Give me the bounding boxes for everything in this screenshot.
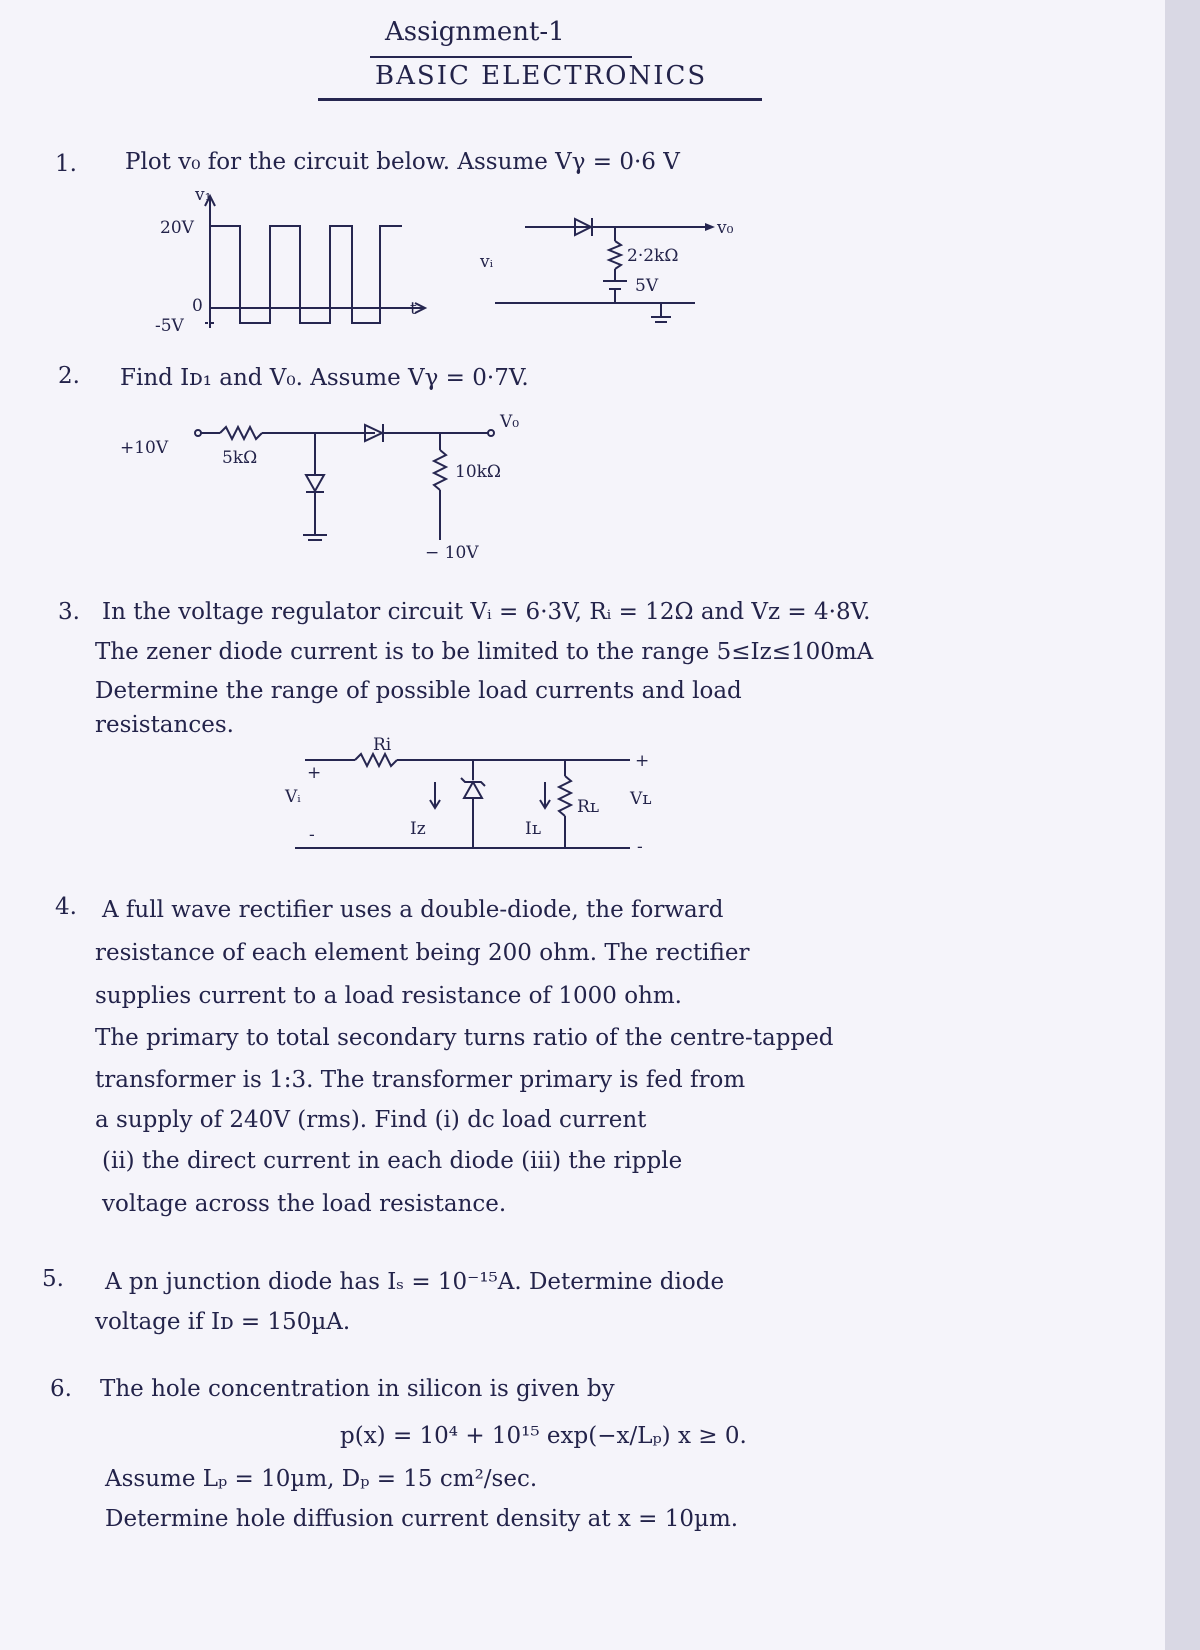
q4-line-3: supplies current to a load resistance of 1000 ohm. <box>95 983 682 1009</box>
q4-line-8: voltage across the load resistance. <box>102 1191 507 1217</box>
page-edge <box>1165 0 1200 1650</box>
q3-vl-label: Vʟ <box>630 789 652 809</box>
q5-number: 5. <box>42 1266 64 1292</box>
q4-line-5: transformer is 1:3. The transformer primary is fed from <box>95 1067 746 1093</box>
q6-number: 6. <box>50 1376 72 1402</box>
q5-line-2: voltage if Iᴅ = 150µA. <box>95 1309 351 1335</box>
q3-vl-plus: + <box>635 751 650 771</box>
q2-r2-label: 10kΩ <box>455 462 502 482</box>
q1-circuit <box>480 205 775 345</box>
course-title: BASIC ELECTRONICS <box>375 61 708 91</box>
q4-line-1: A full wave rectifier uses a double-diode, the forward <box>102 897 724 923</box>
q3-line-4: resistances. <box>95 712 234 738</box>
q3-vl-minus: - <box>637 837 643 857</box>
q1-number: 1. <box>55 151 77 177</box>
q2-output-label: V₀ <box>500 412 520 432</box>
q1-circuit-output-label: v₀ <box>717 218 734 238</box>
header-divider <box>318 98 762 101</box>
q3-vi-minus: - <box>309 825 315 845</box>
q6-equation: p(x) = 10⁴ + 10¹⁵ exp(−x/Lₚ) x ≥ 0. <box>340 1423 747 1449</box>
q3-il-label: Iʟ <box>525 819 541 839</box>
q3-vi-plus: + <box>307 763 322 783</box>
q5-line-1: A pn junction diode has Iₛ = 10⁻¹⁵A. Determine diode <box>105 1269 725 1295</box>
q1-text: Plot v₀ for the circuit below. Assume Vγ = 0·6 V <box>125 149 680 175</box>
q1-zero-level: 0 <box>192 296 203 316</box>
q2-circuit <box>120 405 560 580</box>
q6-line-4: Determine hole diffusion current density at x = 10µm. <box>105 1506 739 1532</box>
assignment-title: Assignment-1 <box>385 17 565 47</box>
q1-high-level: 20V <box>160 218 194 238</box>
q2-source-label: +10V <box>120 438 169 458</box>
q1-low-level: -5V <box>155 316 184 336</box>
q3-line-3: Determine the range of possible load currents and load <box>95 678 742 704</box>
q3-iz-label: Iᴢ <box>410 819 426 839</box>
q4-line-2: resistance of each element being 200 ohm. The rectifier <box>95 940 750 966</box>
q6-line-1: The hole concentration in silicon is given by <box>100 1376 615 1402</box>
q2-text: Find Iᴅ₁ and V₀. Assume Vγ = 0·7V. <box>120 365 529 391</box>
q2-number: 2. <box>58 363 80 389</box>
q1-y-axis-label: v₁ <box>195 185 212 205</box>
q3-ri-label: Ri <box>373 735 392 755</box>
q3-line-1: In the voltage regulator circuit Vᵢ = 6·3V, Rᵢ = 12Ω and Vᴢ = 4·8V. <box>102 599 871 625</box>
q3-vi-label: Vᵢ <box>285 787 301 807</box>
q2-r1-label: 5kΩ <box>222 448 258 468</box>
q3-rl-label: Rʟ <box>577 797 600 817</box>
q4-number: 4. <box>55 894 77 920</box>
q1-resistor-label: 2·2kΩ <box>627 246 679 266</box>
q4-line-7: (ii) the direct current in each diode (iii) the ripple <box>102 1148 683 1174</box>
q1-t-axis-label: t <box>410 299 417 319</box>
title-underline <box>370 56 632 58</box>
q2-negative-supply-label: − 10V <box>425 543 479 563</box>
q3-regulator-circuit <box>285 735 675 870</box>
q4-line-4: The primary to total secondary turns ratio of the centre-tapped <box>95 1025 834 1051</box>
q4-line-6: a supply of 240V (rms). Find (i) dc load current <box>95 1107 647 1133</box>
q6-line-3: Assume Lₚ = 10µm, Dₚ = 15 cm²/sec. <box>105 1466 538 1492</box>
q1-input-waveform <box>140 185 440 338</box>
q3-line-2: The zener diode current is to be limited to the range 5≤Iᴢ≤100mA <box>95 639 874 665</box>
q1-circuit-input-label: vᵢ <box>480 252 494 272</box>
q3-number: 3. <box>58 599 80 625</box>
q1-source-label: 5V <box>635 276 659 296</box>
